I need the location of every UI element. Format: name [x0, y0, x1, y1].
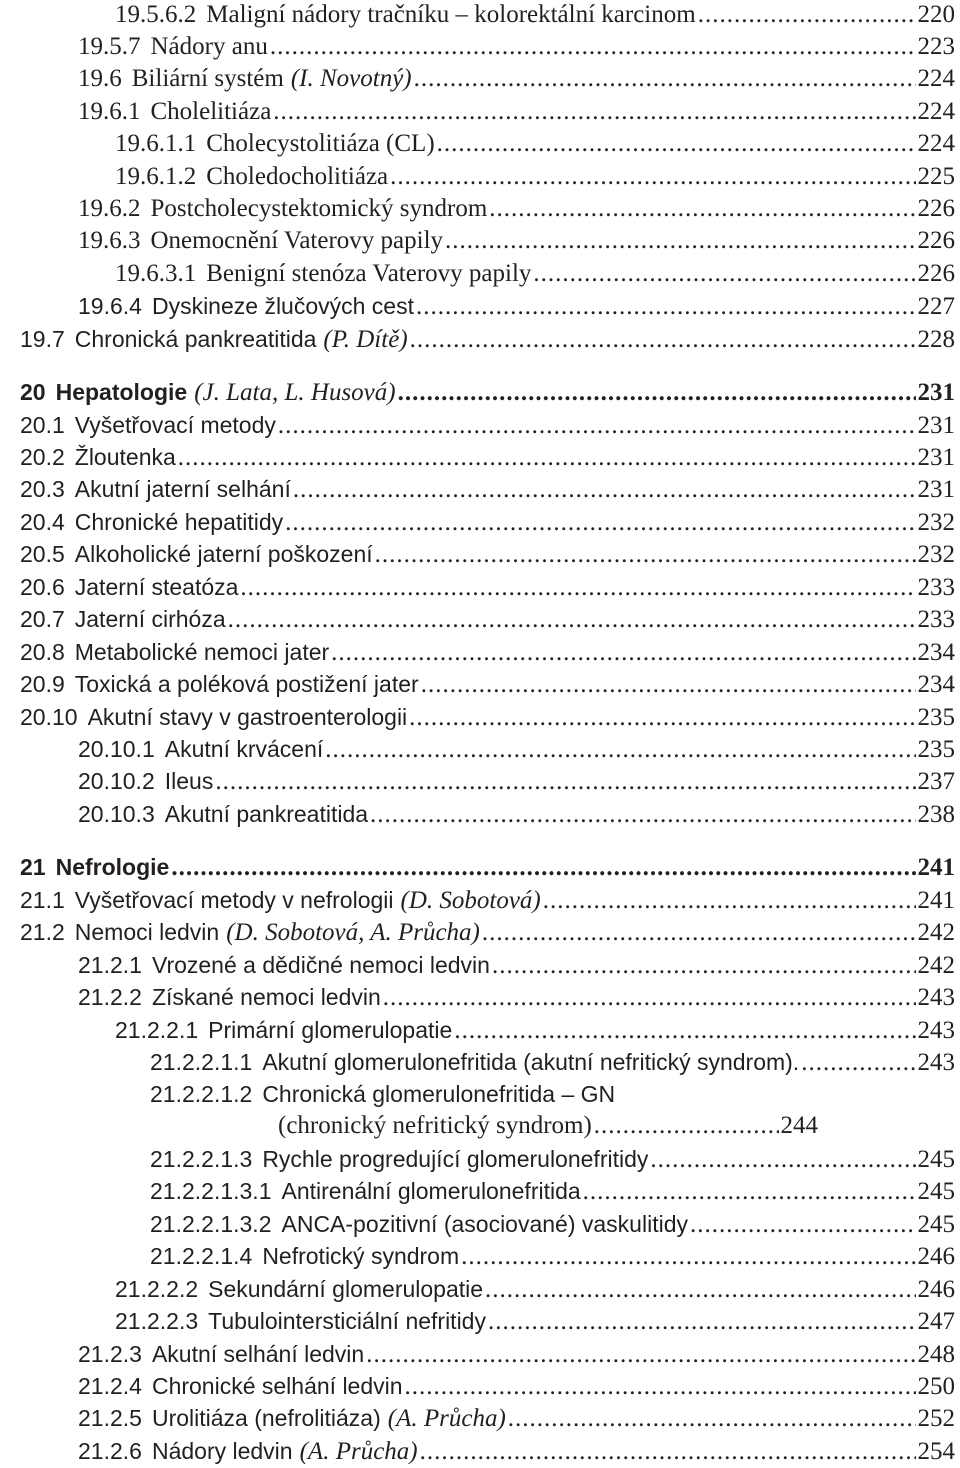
toc-entry-title: Vrozené a dědičné nemoci ledvin [151, 952, 490, 978]
dot-leader [416, 291, 916, 323]
toc-entry-page: 245 [917, 1211, 955, 1238]
toc-entry-page: 226 [917, 260, 955, 287]
toc-entry-number: 21.2 [20, 919, 65, 945]
toc-entry-title: Choledocholitiáza [206, 163, 389, 190]
toc-entry[interactable] [0, 851, 960, 883]
toc-entry[interactable] [0, 128, 960, 160]
toc-entry-number: 21.2.6 [78, 1438, 142, 1464]
toc-entry-number: 21.2.2.1.4 [150, 1243, 253, 1269]
toc-entry-number: 21.2.2.2 [115, 1276, 199, 1302]
toc-entry-title: Sekundární glomerulopatie [208, 1276, 484, 1302]
toc-entry-title: ANCA-pozitivní (asociované) vaskulitidy [281, 1211, 688, 1237]
toc-entry-number: 21.2.2.1.3.1 [150, 1178, 272, 1204]
toc-entry-number: 19.6.3 [78, 227, 141, 254]
dot-leader [414, 63, 916, 95]
toc-entry-page: 231 [917, 379, 955, 406]
toc-entry-title: Alkoholické jaterní poškození [74, 541, 373, 567]
toc-entry-number: 19.6.4 [78, 293, 142, 319]
toc-entry-page: 225 [917, 163, 955, 190]
dot-leader [228, 604, 916, 636]
toc-entry-number: 20.10 [20, 704, 78, 730]
dot-leader [690, 1209, 916, 1241]
toc-entry-author: (J. Lata, L. Husová) [194, 379, 396, 406]
toc-entry-page: 224 [917, 65, 955, 92]
toc-entry-number: 19.6.2 [78, 195, 141, 222]
toc-entry-number: 21.2.3 [78, 1341, 142, 1367]
dot-leader [421, 669, 916, 701]
toc-entry-number: 21.2.2.1.3 [150, 1146, 253, 1172]
toc-entry-title: Akutní krvácení [164, 736, 324, 762]
dot-leader [215, 766, 915, 798]
toc-entry[interactable] [0, 1305, 960, 1337]
toc-entry-title: Vyšetřovací metody [74, 412, 276, 438]
toc-entry-title: Dyskineze žlučových cest [151, 293, 414, 319]
toc-entry-number: 19.6 [78, 65, 122, 92]
toc-entry-author: (A. Průcha) [299, 1438, 418, 1465]
toc-entry-page: 243 [917, 1049, 955, 1076]
toc-entry[interactable] [0, 1435, 960, 1467]
toc-entry-number: 21 [20, 854, 46, 880]
toc-entry-number: 21.2.2 [78, 984, 142, 1010]
toc-entry-title: Cholecystolitiáza (CL) [206, 130, 435, 157]
toc-entry[interactable] [0, 603, 960, 635]
toc-entry-author: (I. Novotný) [290, 65, 412, 92]
toc-entry-number: 21.2.2.1 [115, 1017, 199, 1043]
toc-entry-number: 20.10.1 [78, 736, 155, 762]
toc-entry[interactable] [0, 225, 960, 257]
dot-leader [482, 917, 916, 949]
toc-entry-number: 19.7 [20, 326, 65, 352]
toc-entry[interactable] [0, 1175, 960, 1207]
toc-entry-page: 246 [917, 1243, 955, 1270]
dot-leader [375, 539, 916, 571]
dot-leader [488, 1306, 916, 1338]
toc-entry[interactable] [0, 733, 960, 765]
toc-entry-number: 21.1 [20, 887, 65, 913]
dot-leader [437, 128, 916, 160]
dot-leader [492, 950, 916, 982]
toc-entry[interactable] [0, 96, 960, 128]
toc-entry[interactable] [0, 506, 960, 538]
toc-entry-page: 231 [917, 476, 955, 503]
dot-leader [445, 225, 915, 257]
toc-entry-title: Akutní glomerulonefritida (akutní nefritický syndrom). [262, 1049, 800, 1075]
toc-entry-title: Nefrologie [55, 854, 170, 880]
toc-entry-title-continued: (chronický nefritický syndrom) [278, 1112, 592, 1139]
toc-entry[interactable] [0, 290, 960, 322]
toc-entry-number: 21.2.2.1.2 [150, 1081, 253, 1107]
toc-entry[interactable] [0, 538, 960, 570]
toc-entry-title: Antirenální glomerulonefritida [281, 1178, 581, 1204]
toc-entry-number: 21.2.2.1.3.2 [150, 1211, 272, 1237]
dot-leader [293, 474, 916, 506]
toc-entry-page: 232 [917, 541, 955, 568]
toc-entry[interactable] [0, 884, 960, 916]
toc-entry[interactable] [0, 323, 960, 355]
toc-entry-page: 245 [917, 1178, 955, 1205]
dot-leader [461, 1241, 915, 1273]
toc-entry-title: Získané nemoci ledvin [151, 984, 381, 1010]
toc-entry-number: 20.1 [20, 412, 65, 438]
toc-entry[interactable] [0, 1046, 960, 1078]
toc-entry[interactable] [0, 409, 960, 441]
toc-entry[interactable] [0, 798, 960, 830]
toc-entry[interactable] [0, 1143, 960, 1175]
toc-entry[interactable] [0, 1208, 960, 1240]
toc-entry-page: 228 [917, 326, 955, 353]
toc-entry[interactable] [0, 916, 960, 948]
toc-entry-title: Metabolické nemoci jater [74, 639, 330, 665]
toc-entry-title: Benigní stenóza Vaterovy papily [206, 260, 532, 287]
toc-entry-title: Nemoci ledvin [74, 919, 220, 945]
toc-entry-page: 232 [917, 509, 955, 536]
toc-entry-page: 246 [917, 1276, 955, 1303]
toc-entry-page: 234 [917, 639, 955, 666]
toc-entry[interactable] [0, 949, 960, 981]
toc-entry-title: Chronická glomerulonefritida – GN [262, 1081, 616, 1107]
toc-entry-title: Maligní nádory tračníku – kolorektální karcinom [206, 1, 696, 28]
toc-entry-page: 223 [917, 33, 955, 60]
toc-entry[interactable] [0, 668, 960, 700]
toc-entry-page: 252 [917, 1405, 955, 1432]
toc-entry-number: 20.9 [20, 671, 65, 697]
dot-leader [650, 1144, 915, 1176]
toc-entry-number: 19.6.1.2 [115, 163, 197, 190]
toc-entry[interactable] [0, 1338, 960, 1370]
dot-leader [583, 1176, 916, 1208]
toc-entry-title: Chronické selhání ledvin [151, 1373, 403, 1399]
dot-leader [489, 193, 915, 225]
toc-entry-title: Onemocnění Vaterovy papily [150, 227, 444, 254]
dot-leader [285, 507, 915, 539]
toc-entry-number: 21.2.4 [78, 1373, 142, 1399]
toc-entry-title: Nádory anu [150, 33, 268, 60]
toc-entry[interactable] [0, 161, 960, 193]
toc-entry-page: 243 [917, 1017, 955, 1044]
toc-entry-title: Postcholecystektomický syndrom [150, 195, 488, 222]
toc-entry-author: (D. Sobotová, A. Průcha) [226, 919, 480, 946]
toc-entry[interactable] [0, 765, 960, 797]
toc-entry-number: 20.10.2 [78, 768, 155, 794]
toc-entry-title: Akutní selhání ledvin [151, 1341, 365, 1367]
toc-entry-title: Rychle progredující glomerulonefritidy [262, 1146, 649, 1172]
toc-entry-title: Jaterní steatóza [74, 574, 239, 600]
toc-entry-title: Primární glomerulopatie [208, 1017, 453, 1043]
toc-entry[interactable] [0, 636, 960, 668]
dot-leader [698, 0, 916, 31]
dot-leader [390, 161, 915, 193]
toc-entry-title: Chronická pankreatitida [74, 326, 317, 352]
toc-entry-title: Chronické hepatitidy [74, 509, 284, 535]
toc-entry-number: 19.5.7 [78, 33, 141, 60]
toc-entry[interactable] [0, 1014, 960, 1046]
dot-leader [331, 637, 915, 669]
toc-entry-title: Tubulointersticiální nefritidy [208, 1308, 486, 1334]
toc-entry-title: Hepatologie [55, 379, 188, 405]
toc-entry-page: 241 [917, 854, 955, 881]
toc-entry-number: 21.2.2.1.1 [150, 1049, 253, 1075]
dot-leader [171, 852, 915, 884]
toc-entry[interactable] [0, 31, 960, 63]
toc-entry-page: 245 [917, 1146, 955, 1173]
toc-entry-page: 235 [917, 704, 955, 731]
toc-entry[interactable] [0, 1370, 960, 1402]
toc-entry-number: 20.8 [20, 639, 65, 665]
toc-entry[interactable] [0, 473, 960, 505]
toc-entry[interactable] [0, 258, 960, 290]
dot-leader [273, 96, 915, 128]
toc-entry-page: 231 [917, 412, 955, 439]
toc-entry-page: 220 [917, 1, 955, 28]
toc-entry[interactable] [0, 441, 960, 473]
toc-entry-number: 20.6 [20, 574, 65, 600]
toc-entry-page: 234 [917, 671, 955, 698]
toc-entry-number: 21.2.5 [78, 1405, 142, 1431]
toc-entry-number: 19.6.1 [78, 98, 141, 125]
dot-leader [398, 377, 916, 409]
toc-entry-number: 19.6.1.1 [115, 130, 197, 157]
toc-entry-page: 226 [917, 227, 955, 254]
dot-leader [594, 1110, 779, 1142]
dot-leader [543, 885, 916, 917]
toc-entry[interactable] [0, 1078, 960, 1139]
dot-leader [454, 1015, 915, 1047]
dot-leader [410, 324, 916, 356]
dot-leader [420, 1436, 916, 1468]
dot-leader [405, 1371, 916, 1403]
toc-entry-number: 20.2 [20, 444, 65, 470]
toc-entry-title: Žloutenka [74, 444, 176, 470]
toc-entry-page: 250 [917, 1373, 955, 1400]
toc-entry-number: 19.5.6.2 [115, 1, 197, 28]
toc-entry-page: 248 [917, 1341, 955, 1368]
toc-entry-page: 227 [917, 293, 955, 320]
dot-leader [278, 410, 916, 442]
dot-leader [533, 258, 915, 290]
toc-entry-title: Akutní stavy v gastroenterologii [87, 704, 408, 730]
toc-entry-page: 241 [917, 887, 955, 914]
toc-entry[interactable] [0, 1273, 960, 1305]
dot-leader [366, 1339, 915, 1371]
toc-entry-number: 21.2.1 [78, 952, 142, 978]
toc-entry-title: Jaterní cirhóza [74, 606, 226, 632]
toc-entry-page: 233 [917, 606, 955, 633]
toc-entry[interactable] [0, 571, 960, 603]
dot-leader [178, 442, 916, 474]
toc-entry[interactable] [0, 0, 960, 31]
toc-entry-title: Biliární systém [131, 65, 284, 92]
toc-entry-number: 20 [20, 379, 46, 405]
dot-leader [270, 31, 916, 63]
toc-entry-title: Cholelitiáza [150, 98, 272, 125]
toc-entry-page: 235 [917, 736, 955, 763]
toc-entry-page: 254 [917, 1438, 955, 1465]
toc-entry-title: Nádory ledvin [151, 1438, 293, 1464]
toc-entry-title: Nefrotický syndrom [262, 1243, 460, 1269]
toc-entry-author: (D. Sobotová) [400, 887, 541, 914]
toc-entry-title: Vyšetřovací metody v nefrologii [74, 887, 394, 913]
toc-entry-page: 247 [917, 1308, 955, 1335]
toc-entry-page: 231 [917, 444, 955, 471]
toc-entry-page: 224 [917, 98, 955, 125]
toc-entry-title: Akutní pankreatitida [164, 801, 369, 827]
toc-entry-number: 20.10.3 [78, 801, 155, 827]
toc-entry[interactable] [0, 193, 960, 225]
toc-entry-page: 237 [917, 768, 955, 795]
toc-entry[interactable] [0, 701, 960, 733]
toc-entry[interactable] [0, 1402, 960, 1434]
toc-entry-number: 20.4 [20, 509, 65, 535]
toc-entry-title: Urolitiáza (nefrolitiáza) [151, 1405, 381, 1431]
toc-entry-title: Ileus [164, 768, 214, 794]
toc-entry-title: Toxická a poléková postižení jater [74, 671, 419, 697]
toc-entry-page: 233 [917, 574, 955, 601]
toc-entry-page: 238 [917, 801, 955, 828]
toc-entry[interactable] [0, 1240, 960, 1272]
toc-entry-number: 19.6.3.1 [115, 260, 197, 287]
toc-entry-author: (A. Průcha) [387, 1405, 506, 1432]
dot-leader [240, 572, 915, 604]
toc-entry-page: 242 [917, 919, 955, 946]
toc-entry-page: 226 [917, 195, 955, 222]
dot-leader [485, 1274, 915, 1306]
toc-entry-page: 244 [780, 1112, 818, 1139]
dot-leader [370, 799, 915, 831]
toc-entry[interactable] [0, 981, 960, 1013]
toc-entry[interactable] [0, 376, 960, 408]
toc-entry-page: 242 [917, 952, 955, 979]
toc-entry-page: 224 [917, 130, 955, 157]
toc-entry-title: Akutní jaterní selhání [74, 476, 291, 502]
toc-entry-number: 20.7 [20, 606, 65, 632]
toc-entry-page: 243 [917, 984, 955, 1011]
toc-entry-number: 20.5 [20, 541, 65, 567]
dot-leader [325, 734, 915, 766]
toc-entry-author: (P. Dítě) [323, 326, 408, 353]
dot-leader [508, 1403, 916, 1435]
dot-leader [383, 982, 916, 1014]
toc-entry-number: 21.2.2.3 [115, 1308, 199, 1334]
toc-entry[interactable] [0, 63, 960, 95]
toc-entry-number: 20.3 [20, 476, 65, 502]
dot-leader [409, 702, 915, 734]
dot-leader [801, 1047, 915, 1079]
